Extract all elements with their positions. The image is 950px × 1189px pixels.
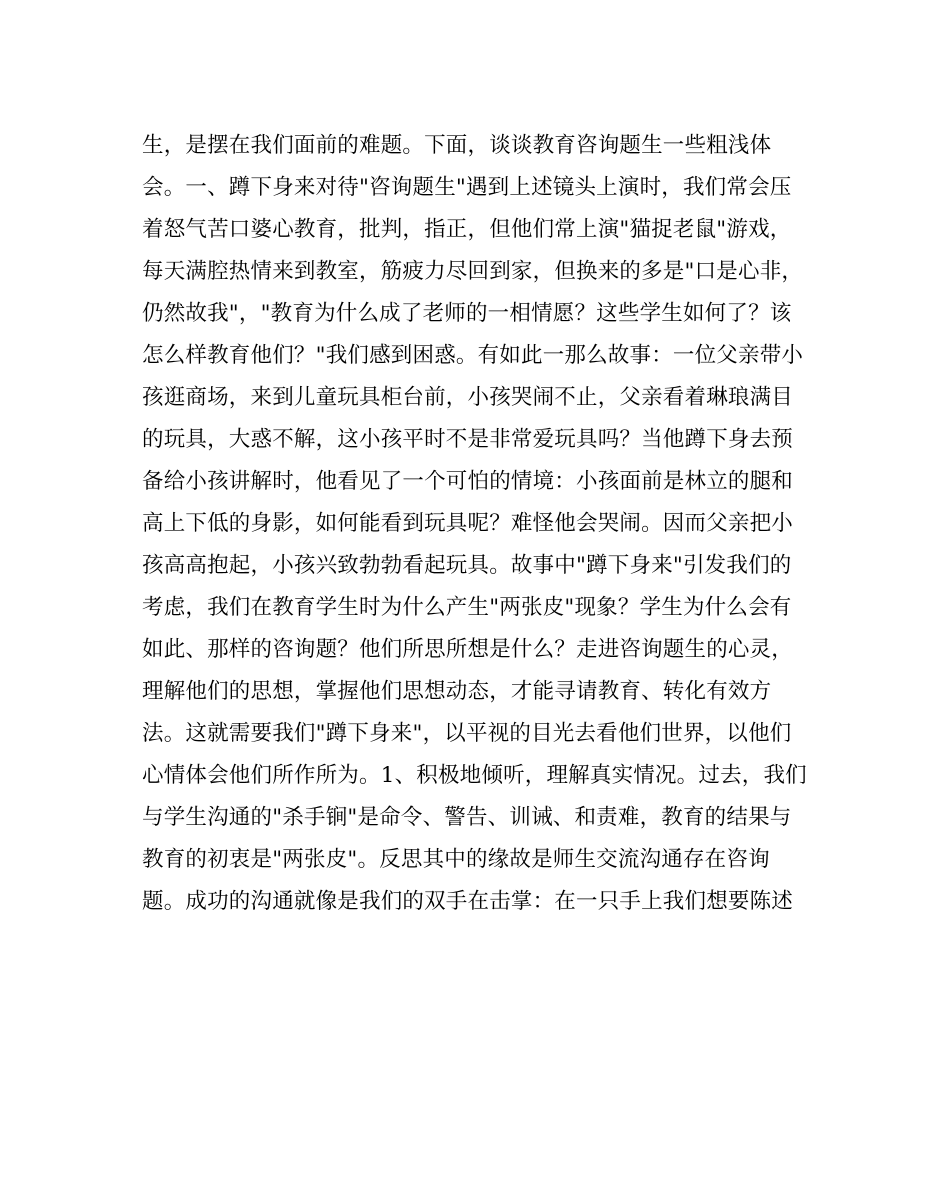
text-line: 的玩具，大惑不解，这小孩平时不是非常爱玩具吗？当他蹲下身去预 bbox=[142, 427, 794, 452]
text-line: 着怒气苦口婆心教育，批判，指正，但他们常上演"猫捉老鼠"游戏， bbox=[142, 217, 792, 242]
text-line: 生，是摆在我们面前的难题。下面，谈谈教育咨询题生一些粗浅体 bbox=[142, 133, 772, 158]
text-line: 孩逛商场，来到儿童玩具柜台前，小孩哭闹不止，父亲看着琳琅满目 bbox=[142, 385, 794, 410]
text-line: 心情体会他们所作所为。1、积极地倾听，理解真实情况。过去，我们 bbox=[142, 763, 807, 788]
body-text bbox=[142, 125, 812, 923]
text-line: 如此、那样的咨询题？他们所思所想是什么？走进咨询题生的心灵， bbox=[142, 637, 794, 662]
text-line: 怎么样教育他们？"我们感到困惑。有如此一那么故事：一位父亲带小 bbox=[142, 343, 804, 368]
text-line: 仍然故我"，"教育为什么成了老师的一相情愿？这些学生如何了？该 bbox=[142, 301, 792, 326]
text-line: 教育的初衷是"两张皮"。反思其中的缘故是师生交流沟通存在咨询 bbox=[142, 847, 770, 872]
text-line: 题。成功的沟通就像是我们的双手在击掌：在一只手上我们想要陈述 bbox=[142, 889, 794, 914]
text-line: 会。一、蹲下身来对待"咨询题生"遇到上述镜头上演时，我们常会压 bbox=[142, 175, 792, 200]
text-line: 理解他们的思想，掌握他们思想动态，才能寻请教育、转化有效方 bbox=[142, 679, 772, 704]
text-line: 与学生沟通的"杀手锏"是命令、警告、训诫、和责难，教育的结果与 bbox=[142, 805, 792, 830]
text-line: 考虑，我们在教育学生时为什么产生"两张皮"现象？学生为什么会有 bbox=[142, 595, 792, 620]
text-line: 高上下低的身影，如何能看到玩具呢？难怪他会哭闹。因而父亲把小 bbox=[142, 511, 794, 536]
text-line: 备给小孩讲解时，他看见了一个可怕的情境：小孩面前是林立的腿和 bbox=[142, 469, 794, 494]
text-line: 法。这就需要我们"蹲下身来"，以平视的目光去看他们世界，以他们 bbox=[142, 721, 792, 746]
text-line: 孩高高抱起，小孩兴致勃勃看起玩具。故事中"蹲下身来"引发我们的 bbox=[142, 553, 792, 578]
text-line: 每天满腔热情来到教室，筋疲力尽回到家，但换来的多是"口是心非， bbox=[142, 259, 804, 284]
